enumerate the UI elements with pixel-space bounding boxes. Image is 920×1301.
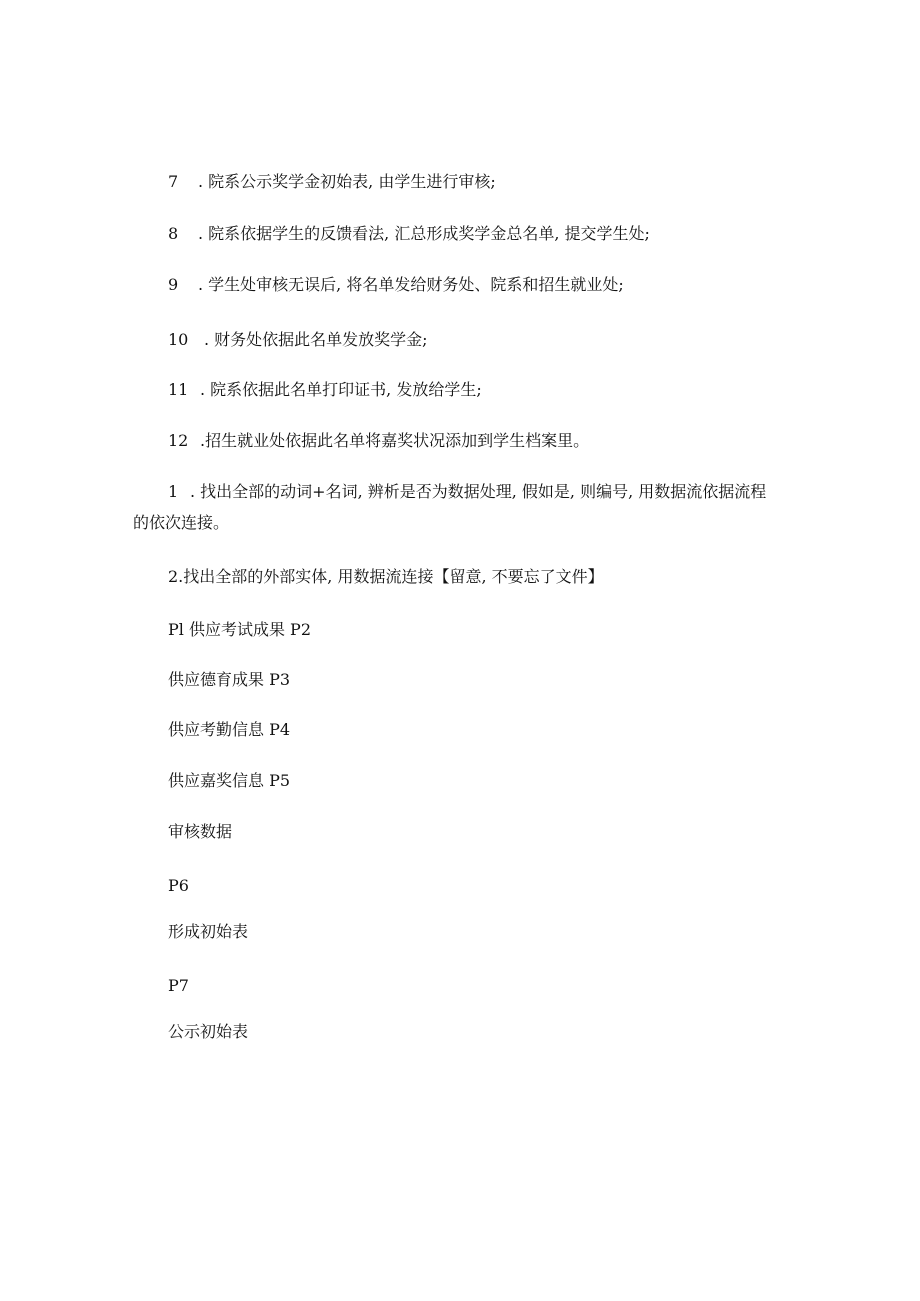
step-9 [168,275,624,295]
flow-item: P7 [168,976,189,995]
instruction-number: 1 [168,482,179,501]
flow-item: 供应德育成果 P3 [168,670,291,689]
step-number: 7 [168,172,179,191]
step-number: 10 [168,330,189,349]
flow-item: 供应考勤信息 P4 [168,720,291,739]
step-text: . 院系公示奖学金初始表, 由学生进行审核; [198,172,496,191]
step-text: .招生就业处依据此名单将嘉奖状况添加到学生档案里。 [200,431,590,450]
flow-item: 公示初始表 [168,1022,249,1041]
step-number: 12 [168,431,189,450]
step-11 [168,380,482,400]
step-8 [168,224,650,244]
step-10 [168,330,428,350]
step-7 [168,172,496,192]
instruction-1-line1 [168,482,766,502]
step-number: 9 [168,275,179,294]
step-12 [168,431,589,451]
step-text: . 院系依据学生的反馈看法, 汇总形成奖学金总名单, 提交学生处; [198,224,650,243]
step-text: . 财务处依据此名单发放奖学金; [204,330,428,349]
step-number: 11 [168,380,189,399]
flow-item: 供应嘉奖信息 P5 [168,771,291,790]
flow-item: P6 [168,876,189,895]
flow-item: Pl 供应考试成果 P2 [168,620,312,639]
instruction-2: 2.找出全部的外部实体, 用数据流连接【留意, 不要忘了文件】 [168,567,604,586]
flow-item: 形成初始表 [168,922,249,941]
instruction-text: . 找出全部的动词+名词, 辨析是否为数据处理, 假如是, 则编号, 用数据流依据流程 [190,482,767,501]
instruction-1-line2: 的依次连接。 [133,513,230,532]
step-number: 8 [168,224,179,243]
step-text: . 学生处审核无误后, 将名单发给财务处、院系和招生就业处; [198,275,624,294]
step-text: . 院系依据此名单打印证书, 发放给学生; [200,380,482,399]
flow-item: 审核数据 [168,822,233,841]
